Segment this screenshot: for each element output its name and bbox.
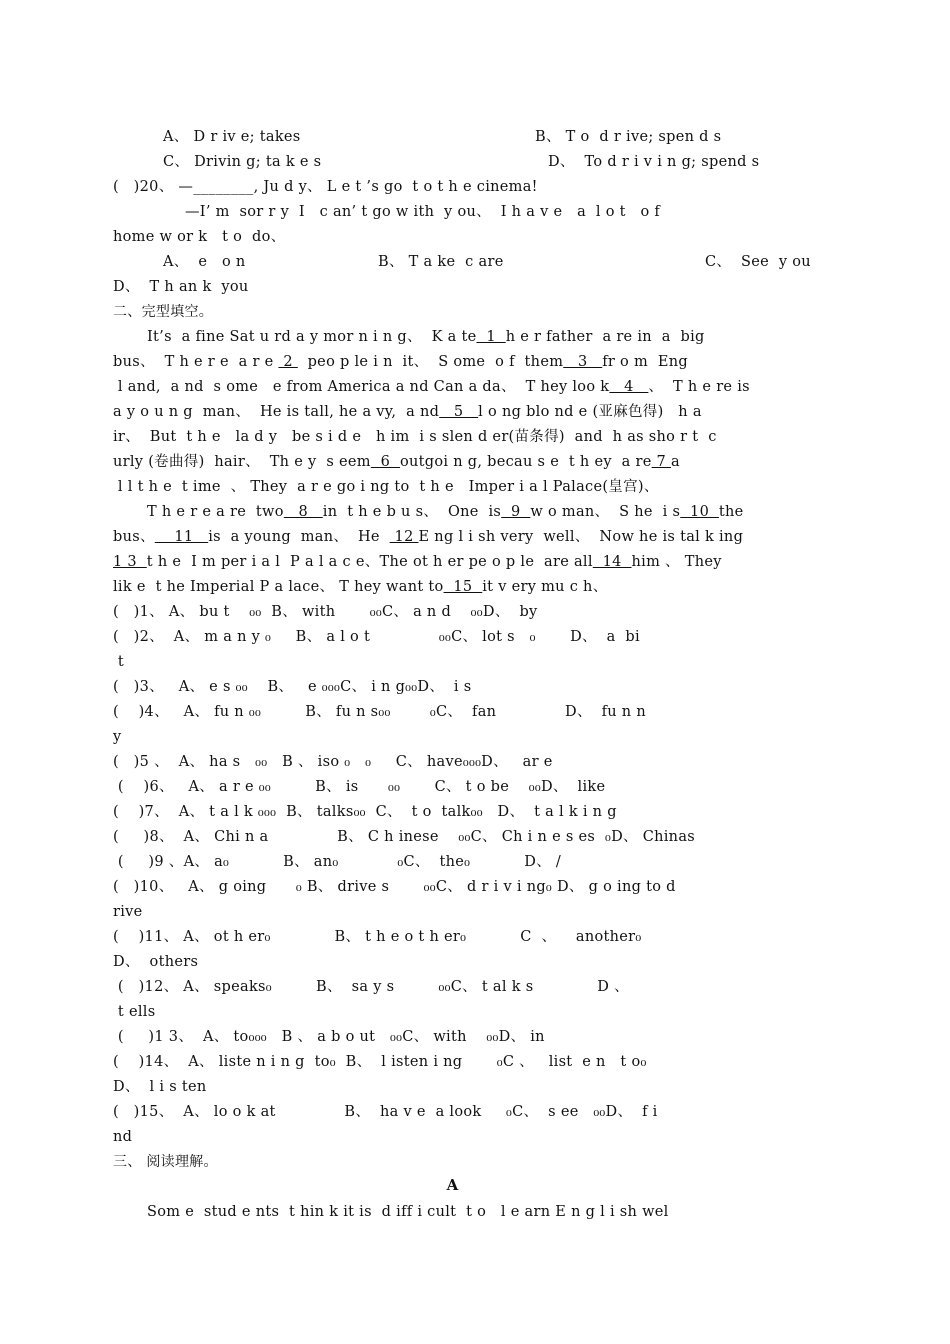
reading-line: Som e stud e nts t hin k it is d iff i cult t o l e arn E n g l i sh wel bbox=[147, 1204, 669, 1220]
option-19-b: B、 T o d r ive; spen d s bbox=[535, 129, 722, 145]
section-3-title: 三、 阅读理解。 bbox=[113, 1154, 218, 1170]
option-line: ( )11、 A、 ot h er₀ B、 t h e o t h er₀ C 、 another₀ bbox=[113, 929, 642, 945]
option-line: ( )8、 A、 Chi n a B、 C h inese ₀₀C、 Ch i n e s es ₀D、 Chinas bbox=[113, 829, 696, 845]
option-line: ( )15、 A、 lo o k at B、 ha v e a look ₀C、 s ee ₀₀D、 f i bbox=[113, 1104, 658, 1120]
option-line: t ells bbox=[113, 1004, 156, 1020]
blank-10: 10 bbox=[680, 504, 719, 520]
option-20-b: B、 T a ke c are bbox=[378, 254, 504, 270]
passage-line: T h e r e a re two 8 in t h e b u s、 One is 9 w o man、 S he i s 10 the bbox=[147, 504, 744, 520]
option-line: ( )14、 A、 liste n i n g to₀ B、 l isten i ng ₀C 、 list e n t o₀ bbox=[113, 1054, 647, 1070]
blank-15: 15 bbox=[443, 579, 483, 595]
option-line: ( )7、 A、 t a l k ₀₀₀ B、 talks₀₀ C、 t o talk₀₀ D、 t a l k i n g bbox=[113, 804, 617, 820]
option-line: ( )9 、A、 a₀ B、 an₀ ₀C、 the₀ D、 / bbox=[113, 854, 562, 870]
blank-11: 11 bbox=[154, 529, 209, 545]
blank-13: 1 3 bbox=[113, 554, 147, 570]
option-line: ( )10、 A、 g oing ₀ B、 drive s ₀₀C、 d r i v i ng₀ D、 g o ing to d bbox=[113, 879, 676, 895]
question-20: ( )20、 —________, Ju d y、 L e t ’s go t o t h e cinema! bbox=[113, 179, 538, 195]
blank-2: 2 bbox=[278, 354, 298, 370]
option-20-d: D、 T h an k you bbox=[113, 279, 249, 295]
option-line: ( )6、 A、 a r e ₀₀ B、 is ₀₀ C、 t o be ₀₀D、 like bbox=[113, 779, 606, 795]
blank-5: 5 bbox=[439, 404, 479, 420]
passage-line: lik e t he Imperial P a lace、 T hey want to 15 it v ery mu c h、 bbox=[113, 579, 608, 595]
passage-line: 1 3 t h e I m per i a l P a l a c e、The ot h er pe o p le are all 14 him 、 They bbox=[113, 554, 722, 570]
blank-4: 4 bbox=[609, 379, 649, 395]
blank-12: 12 bbox=[389, 529, 419, 545]
option-20-c: C、 See y ou bbox=[705, 254, 811, 270]
blank-1: 1 bbox=[476, 329, 506, 345]
option-line: y bbox=[113, 729, 122, 745]
option-19-a: A、 D r iv e; takes bbox=[163, 129, 301, 145]
option-line: t bbox=[113, 654, 125, 670]
blank-3: 3 bbox=[563, 354, 603, 370]
passage-line: l l t h e t ime 、 They a r e go i ng to t h e Imper i a l Palace(皇宫)、 bbox=[113, 479, 659, 495]
option-line: ( )12、 A、 speaks₀ B、 sa y s ₀₀C、 t al k s D 、 bbox=[113, 979, 629, 995]
passage-line: ir、 But t h e la d y be s i d e h im i s slen d er(苗条得) and h as sho r t c bbox=[113, 429, 717, 445]
option-line: D、 others bbox=[113, 954, 199, 970]
blank-6: 6 bbox=[370, 454, 400, 470]
blank-8: 8 bbox=[283, 504, 323, 520]
question-20-reply-cont: home w or k t o do、 bbox=[113, 229, 286, 245]
option-line: ( )2、 A、 m a n y ₀ B、 a l o t ₀₀C、 lot s ₀ D、 a bi bbox=[113, 629, 640, 645]
option-line: nd bbox=[113, 1129, 133, 1145]
blank-14: 14 bbox=[592, 554, 632, 570]
question-20-reply: —I’ m sor r y I c an’ t go w ith y ou、 I h a v e a l o t o f bbox=[185, 204, 661, 220]
passage-line: bus、 T h e r e a r e 2 peo p le i n it、 S ome o f them 3 fr o m Eng bbox=[113, 354, 688, 370]
option-line: ( )4、 A、 fu n ₀₀ B、 fu n s₀₀ ₀C、 fan D、 fu n n bbox=[113, 704, 646, 720]
option-line: D、 l i s ten bbox=[113, 1079, 207, 1095]
blank-9: 9 bbox=[501, 504, 531, 520]
option-20-a: A、 e o n bbox=[163, 254, 246, 270]
passage-line: bus、 11 is a young man、 He 12 E ng l i sh very well、 Now he is tal k ing bbox=[113, 529, 744, 545]
option-19-d: D、 To d r i v i n g; spend s bbox=[548, 154, 760, 170]
option-line: ( )3、 A、 e s ₀₀ B、 e ₀₀₀C、 i n g₀₀D、 i s bbox=[113, 679, 472, 695]
option-19-c: C、 Drivin g; ta k e s bbox=[163, 154, 322, 170]
option-line: ( )1、 A、 bu t ₀₀ B、 with ₀₀C、 a n d ₀₀D、 by bbox=[113, 604, 538, 620]
passage-line: l and, a nd s ome e from America a nd Can a da、 T hey loo k 4 、 T h e re is bbox=[113, 379, 750, 395]
section-2-title: 二、完型填空。 bbox=[113, 304, 214, 320]
blank-7: 7 bbox=[651, 454, 671, 470]
passage-line: It’s a fine Sat u rd a y mor n i n g、 K a te 1 h e r father a re in a big bbox=[147, 329, 705, 345]
option-line: ( )5 、 A、 ha s ₀₀ B 、 iso ₀ ₀ C、 have₀₀₀D、 ar e bbox=[113, 754, 553, 770]
reading-heading: A bbox=[446, 1176, 459, 1194]
passage-line: urly (卷曲得) hair、 Th e y s eem 6 outgoi n g, becau s e t h ey a re 7 a bbox=[113, 454, 680, 470]
option-line: rive bbox=[113, 904, 143, 920]
option-line: ( )1 3、 A、 to₀₀₀ B 、 a b o ut ₀₀C、 with ₀₀D、 in bbox=[113, 1029, 545, 1045]
passage-line: a y o u n g man、 He is tall, he a vy, a nd 5 l o ng blo nd e (亚麻色得) h a bbox=[113, 404, 702, 420]
